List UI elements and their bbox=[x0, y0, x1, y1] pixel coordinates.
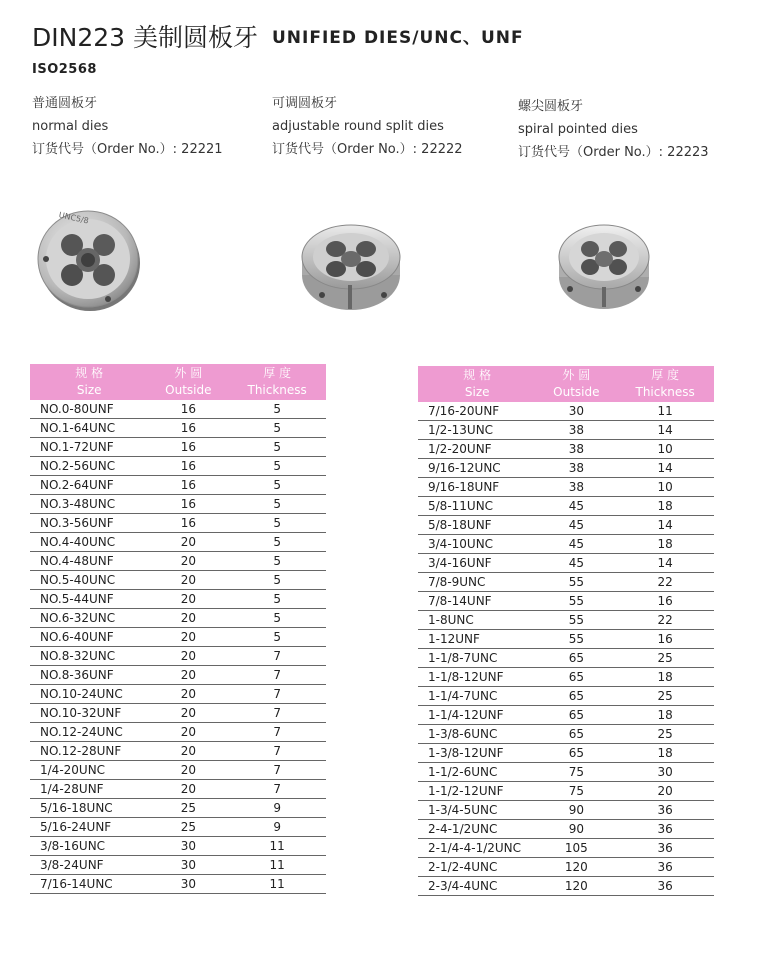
thickness-cell: 36 bbox=[616, 820, 714, 839]
outside-cell: 20 bbox=[148, 609, 228, 628]
thickness-cell: 22 bbox=[616, 573, 714, 592]
table-row bbox=[418, 573, 714, 592]
outside-cell: 20 bbox=[148, 742, 228, 761]
table-row bbox=[30, 818, 326, 837]
thickness-cell: 5 bbox=[228, 495, 326, 514]
type-name-en: spiral pointed dies bbox=[518, 122, 638, 137]
table-row bbox=[30, 685, 326, 704]
outside-cell: 16 bbox=[148, 400, 228, 419]
size-cell: 1-3/8-12UNF bbox=[418, 744, 536, 763]
size-cell: 7/8-14UNF bbox=[418, 592, 536, 611]
size-cell: NO.12-28UNF bbox=[30, 742, 148, 761]
outside-cell: 30 bbox=[148, 875, 228, 894]
thickness-cell: 10 bbox=[616, 440, 714, 459]
outside-cell: 25 bbox=[148, 818, 228, 837]
thickness-cell: 11 bbox=[228, 856, 326, 875]
size-cell: NO.0-80UNF bbox=[30, 400, 148, 419]
thickness-cell: 9 bbox=[228, 818, 326, 837]
outside-cell: 55 bbox=[536, 592, 616, 611]
size-cell: 1-12UNF bbox=[418, 630, 536, 649]
header-size-en: Size bbox=[76, 383, 102, 397]
type-name-cn: 可调圆板牙 bbox=[272, 96, 338, 111]
table-row bbox=[418, 611, 714, 630]
size-cell: NO.3-56UNF bbox=[30, 514, 148, 533]
table-row bbox=[30, 761, 326, 780]
outside-cell: 65 bbox=[536, 744, 616, 763]
size-cell: 3/4-16UNF bbox=[418, 554, 536, 573]
thickness-cell: 25 bbox=[616, 649, 714, 668]
thickness-cell: 25 bbox=[616, 725, 714, 744]
thickness-cell: 18 bbox=[616, 497, 714, 516]
outside-cell: 20 bbox=[148, 590, 228, 609]
header-outside bbox=[536, 366, 616, 402]
thickness-cell: 16 bbox=[616, 592, 714, 611]
thickness-cell: 7 bbox=[228, 742, 326, 761]
size-cell: 5/8-18UNF bbox=[418, 516, 536, 535]
thickness-cell: 11 bbox=[228, 837, 326, 856]
table-row bbox=[30, 666, 326, 685]
title-english: UNIFIED DIES/UNC、UNF bbox=[272, 28, 524, 48]
table-row bbox=[30, 704, 326, 723]
thickness-cell: 5 bbox=[228, 609, 326, 628]
type-spiral-dies bbox=[518, 95, 709, 164]
thickness-cell: 7 bbox=[228, 647, 326, 666]
thickness-cell: 10 bbox=[616, 478, 714, 497]
table-row bbox=[418, 725, 714, 744]
type-name-cn: 普通圆板牙 bbox=[32, 96, 98, 111]
size-cell: 1/4-28UNF bbox=[30, 780, 148, 799]
table-row bbox=[30, 514, 326, 533]
header-size-cn: 规 格 bbox=[75, 366, 104, 380]
header-thickness bbox=[228, 364, 326, 400]
outside-cell: 20 bbox=[148, 666, 228, 685]
thickness-cell: 5 bbox=[228, 514, 326, 533]
outside-cell: 20 bbox=[148, 533, 228, 552]
table-row bbox=[418, 801, 714, 820]
thickness-cell: 5 bbox=[228, 400, 326, 419]
table-row bbox=[30, 590, 326, 609]
size-cell: 3/8-16UNC bbox=[30, 837, 148, 856]
size-cell: 2-1/4-4-1/2UNC bbox=[418, 839, 536, 858]
type-order-no: 订货代号（Order No.）: 22222 bbox=[272, 142, 463, 157]
outside-cell: 38 bbox=[536, 459, 616, 478]
table-row bbox=[30, 799, 326, 818]
size-cell: NO.4-40UNC bbox=[30, 533, 148, 552]
header-thickness-en: Thickness bbox=[247, 383, 307, 397]
thickness-cell: 5 bbox=[228, 571, 326, 590]
thickness-cell: 36 bbox=[616, 877, 714, 896]
size-cell: NO.10-32UNF bbox=[30, 704, 148, 723]
type-name-cn: 螺尖圆板牙 bbox=[518, 99, 584, 114]
table-row bbox=[418, 858, 714, 877]
outside-cell: 16 bbox=[148, 438, 228, 457]
outside-cell: 38 bbox=[536, 478, 616, 497]
size-cell: NO.2-64UNF bbox=[30, 476, 148, 495]
thickness-cell: 5 bbox=[228, 476, 326, 495]
table-row bbox=[418, 516, 714, 535]
table-row bbox=[30, 571, 326, 590]
spec-table-left bbox=[30, 364, 326, 894]
outside-cell: 65 bbox=[536, 687, 616, 706]
table-header-row bbox=[418, 366, 714, 402]
table-row bbox=[418, 554, 714, 573]
outside-cell: 16 bbox=[148, 419, 228, 438]
table-row bbox=[30, 837, 326, 856]
size-cell: 7/8-9UNC bbox=[418, 573, 536, 592]
standard-label: ISO2568 bbox=[32, 62, 97, 77]
outside-cell: 45 bbox=[536, 535, 616, 554]
thickness-cell: 7 bbox=[228, 685, 326, 704]
table-row bbox=[418, 877, 714, 896]
outside-cell: 120 bbox=[536, 877, 616, 896]
size-cell: 9/16-12UNC bbox=[418, 459, 536, 478]
type-split-dies bbox=[272, 92, 463, 161]
table-row bbox=[418, 478, 714, 497]
thickness-cell: 5 bbox=[228, 552, 326, 571]
thickness-cell: 18 bbox=[616, 706, 714, 725]
outside-cell: 75 bbox=[536, 763, 616, 782]
size-cell: NO.8-32UNC bbox=[30, 647, 148, 666]
outside-cell: 90 bbox=[536, 801, 616, 820]
outside-cell: 20 bbox=[148, 571, 228, 590]
size-cell: NO.5-44UNF bbox=[30, 590, 148, 609]
header-size bbox=[418, 366, 536, 402]
size-cell: 1-1/4-12UNF bbox=[418, 706, 536, 725]
thickness-cell: 14 bbox=[616, 516, 714, 535]
size-cell: 7/16-14UNC bbox=[30, 875, 148, 894]
type-normal-dies bbox=[32, 92, 223, 161]
size-cell: 5/16-18UNC bbox=[30, 799, 148, 818]
thickness-cell: 9 bbox=[228, 799, 326, 818]
split-die-image bbox=[300, 223, 402, 311]
thickness-cell: 5 bbox=[228, 533, 326, 552]
thickness-cell: 14 bbox=[616, 421, 714, 440]
header-outside-en: Outside bbox=[553, 385, 600, 399]
size-cell: NO.6-40UNF bbox=[30, 628, 148, 647]
outside-cell: 65 bbox=[536, 706, 616, 725]
outside-cell: 20 bbox=[148, 552, 228, 571]
size-cell: 1-3/4-5UNC bbox=[418, 801, 536, 820]
thickness-cell: 36 bbox=[616, 801, 714, 820]
size-cell: 1-1/2-12UNF bbox=[418, 782, 536, 801]
size-cell: NO.1-72UNF bbox=[30, 438, 148, 457]
outside-cell: 45 bbox=[536, 497, 616, 516]
outside-cell: 105 bbox=[536, 839, 616, 858]
outside-cell: 16 bbox=[148, 495, 228, 514]
size-cell: NO.1-64UNC bbox=[30, 419, 148, 438]
outside-cell: 20 bbox=[148, 704, 228, 723]
spiral-die-image bbox=[558, 219, 650, 311]
size-cell: 1-1/4-7UNC bbox=[418, 687, 536, 706]
outside-cell: 75 bbox=[536, 782, 616, 801]
size-cell: 3/8-24UNF bbox=[30, 856, 148, 875]
round-die-image bbox=[36, 207, 144, 315]
table-row bbox=[30, 419, 326, 438]
outside-cell: 16 bbox=[148, 514, 228, 533]
size-cell: 1-1/2-6UNC bbox=[418, 763, 536, 782]
table-row bbox=[30, 647, 326, 666]
thickness-cell: 14 bbox=[616, 554, 714, 573]
outside-cell: 16 bbox=[148, 476, 228, 495]
size-cell: 5/8-11UNC bbox=[418, 497, 536, 516]
outside-cell: 65 bbox=[536, 725, 616, 744]
table-header-row bbox=[30, 364, 326, 400]
outside-cell: 55 bbox=[536, 573, 616, 592]
outside-cell: 30 bbox=[536, 402, 616, 421]
table-row bbox=[418, 839, 714, 858]
table-row bbox=[418, 402, 714, 421]
table-row bbox=[30, 742, 326, 761]
type-name-en: normal dies bbox=[32, 119, 109, 134]
thickness-cell: 7 bbox=[228, 723, 326, 742]
type-name-en: adjustable round split dies bbox=[272, 119, 444, 134]
outside-cell: 38 bbox=[536, 440, 616, 459]
thickness-cell: 22 bbox=[616, 611, 714, 630]
spec-table-left-body bbox=[30, 400, 326, 894]
spec-table-right bbox=[418, 366, 714, 896]
outside-cell: 20 bbox=[148, 685, 228, 704]
size-cell: NO.6-32UNC bbox=[30, 609, 148, 628]
outside-cell: 45 bbox=[536, 554, 616, 573]
size-cell: 3/4-10UNC bbox=[418, 535, 536, 554]
outside-cell: 90 bbox=[536, 820, 616, 839]
size-cell: 7/16-20UNF bbox=[418, 402, 536, 421]
table-row bbox=[418, 497, 714, 516]
thickness-cell: 14 bbox=[616, 459, 714, 478]
table-row bbox=[418, 763, 714, 782]
outside-cell: 20 bbox=[148, 628, 228, 647]
table-row bbox=[30, 609, 326, 628]
table-row bbox=[30, 723, 326, 742]
table-row bbox=[418, 649, 714, 668]
header-outside-cn: 外 圆 bbox=[174, 366, 203, 380]
table-row bbox=[30, 875, 326, 894]
header-outside bbox=[148, 364, 228, 400]
size-cell: 1/2-20UNF bbox=[418, 440, 536, 459]
thickness-cell: 7 bbox=[228, 780, 326, 799]
table-row bbox=[30, 400, 326, 419]
thickness-cell: 7 bbox=[228, 704, 326, 723]
table-row bbox=[418, 706, 714, 725]
thickness-cell: 7 bbox=[228, 761, 326, 780]
thickness-cell: 20 bbox=[616, 782, 714, 801]
header-size bbox=[30, 364, 148, 400]
thickness-cell: 5 bbox=[228, 457, 326, 476]
table-row bbox=[30, 533, 326, 552]
size-cell: NO.8-36UNF bbox=[30, 666, 148, 685]
table-row bbox=[30, 856, 326, 875]
size-cell: 1-3/8-6UNC bbox=[418, 725, 536, 744]
page-title bbox=[32, 18, 524, 54]
table-row bbox=[30, 628, 326, 647]
thickness-cell: 16 bbox=[616, 630, 714, 649]
outside-cell: 65 bbox=[536, 649, 616, 668]
size-cell: NO.5-40UNC bbox=[30, 571, 148, 590]
table-row bbox=[418, 421, 714, 440]
outside-cell: 25 bbox=[148, 799, 228, 818]
outside-cell: 20 bbox=[148, 780, 228, 799]
outside-cell: 16 bbox=[148, 457, 228, 476]
header-outside-cn: 外 圆 bbox=[562, 368, 591, 382]
size-cell: NO.3-48UNC bbox=[30, 495, 148, 514]
thickness-cell: 18 bbox=[616, 535, 714, 554]
header-thickness-en: Thickness bbox=[635, 385, 695, 399]
type-order-no: 订货代号（Order No.）: 22221 bbox=[32, 142, 223, 157]
header-size-cn: 规 格 bbox=[463, 368, 492, 382]
outside-cell: 30 bbox=[148, 856, 228, 875]
size-cell: 1/4-20UNC bbox=[30, 761, 148, 780]
table-row bbox=[418, 535, 714, 554]
size-cell: NO.10-24UNC bbox=[30, 685, 148, 704]
header-size-en: Size bbox=[464, 385, 490, 399]
size-cell: NO.12-24UNC bbox=[30, 723, 148, 742]
size-cell: 2-4-1/2UNC bbox=[418, 820, 536, 839]
die-marking: UNC5/8 bbox=[57, 210, 90, 226]
table-row bbox=[418, 440, 714, 459]
thickness-cell: 25 bbox=[616, 687, 714, 706]
table-row bbox=[418, 820, 714, 839]
outside-cell: 38 bbox=[536, 421, 616, 440]
table-row bbox=[30, 780, 326, 799]
thickness-cell: 30 bbox=[616, 763, 714, 782]
thickness-cell: 7 bbox=[228, 666, 326, 685]
title-main: DIN223 美制圆板牙 bbox=[32, 23, 258, 52]
table-row bbox=[418, 744, 714, 763]
table-row bbox=[418, 630, 714, 649]
table-row bbox=[418, 592, 714, 611]
outside-cell: 20 bbox=[148, 761, 228, 780]
outside-cell: 55 bbox=[536, 630, 616, 649]
size-cell: 5/16-24UNF bbox=[30, 818, 148, 837]
table-row bbox=[418, 668, 714, 687]
header-thickness bbox=[616, 366, 714, 402]
outside-cell: 120 bbox=[536, 858, 616, 877]
outside-cell: 20 bbox=[148, 723, 228, 742]
size-cell: 2-1/2-4UNC bbox=[418, 858, 536, 877]
outside-cell: 65 bbox=[536, 668, 616, 687]
size-cell: NO.2-56UNC bbox=[30, 457, 148, 476]
table-row bbox=[30, 476, 326, 495]
table-row bbox=[418, 459, 714, 478]
thickness-cell: 11 bbox=[228, 875, 326, 894]
header-thickness-cn: 厚 度 bbox=[651, 368, 680, 382]
size-cell: 9/16-18UNF bbox=[418, 478, 536, 497]
size-cell: 2-3/4-4UNC bbox=[418, 877, 536, 896]
spec-table-right-body bbox=[418, 402, 714, 896]
outside-cell: 20 bbox=[148, 647, 228, 666]
thickness-cell: 5 bbox=[228, 590, 326, 609]
table-row bbox=[418, 782, 714, 801]
outside-cell: 30 bbox=[148, 837, 228, 856]
thickness-cell: 5 bbox=[228, 438, 326, 457]
thickness-cell: 18 bbox=[616, 668, 714, 687]
header-thickness-cn: 厚 度 bbox=[263, 366, 292, 380]
table-row bbox=[418, 687, 714, 706]
thickness-cell: 18 bbox=[616, 744, 714, 763]
type-order-no: 订货代号（Order No.）: 22223 bbox=[518, 145, 709, 160]
thickness-cell: 36 bbox=[616, 858, 714, 877]
size-cell: 1-1/8-7UNC bbox=[418, 649, 536, 668]
header-outside-en: Outside bbox=[165, 383, 212, 397]
size-cell: NO.4-48UNF bbox=[30, 552, 148, 571]
table-row bbox=[30, 457, 326, 476]
outside-cell: 45 bbox=[536, 516, 616, 535]
size-cell: 1-1/8-12UNF bbox=[418, 668, 536, 687]
thickness-cell: 11 bbox=[616, 402, 714, 421]
thickness-cell: 36 bbox=[616, 839, 714, 858]
outside-cell: 55 bbox=[536, 611, 616, 630]
size-cell: 1/2-13UNC bbox=[418, 421, 536, 440]
table-row bbox=[30, 495, 326, 514]
size-cell: 1-8UNC bbox=[418, 611, 536, 630]
thickness-cell: 5 bbox=[228, 628, 326, 647]
table-row bbox=[30, 438, 326, 457]
thickness-cell: 5 bbox=[228, 419, 326, 438]
table-row bbox=[30, 552, 326, 571]
